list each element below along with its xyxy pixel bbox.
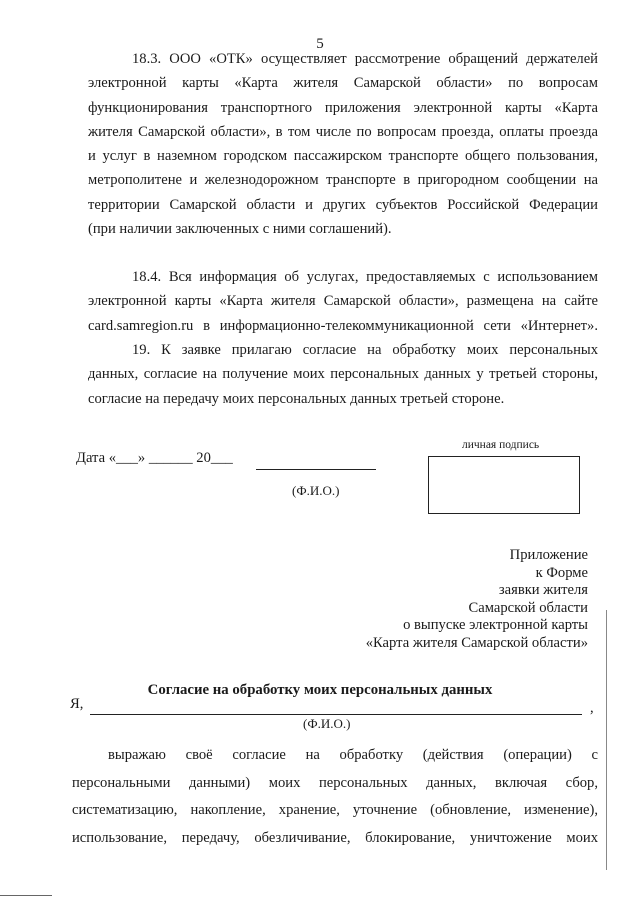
fio-underline [256,469,376,470]
paragraph-18-3 [88,47,598,241]
scan-edge-mark [0,895,52,896]
text-line: жителя Самарской области», в том числе по вопросам проезда, оплаты проезда [88,123,598,140]
text-line: данных, согласие на получение моих персональных данных у третьей стороны, [88,366,598,383]
paragraph-18-4 [88,265,598,338]
text-line: и услуг в наземном городском пассажирском транспорте общего пользования, [88,148,598,165]
signature-caption: личная подпись [462,439,540,451]
text-line: 19. К заявке прилагаю согласие на обработку моих персональных [132,342,598,358]
date-field-label: Дата «___» ______ 20___ [76,450,233,466]
text-line: согласие на передачу моих персональных данных третьей стороне. [88,390,505,407]
text-line: функционирования транспортного приложения электронной карты «Карта [88,99,598,116]
consent-heading: Согласие на обработку моих персональных данных [147,682,493,698]
page-number: 5 [316,36,324,52]
scan-edge-mark [606,610,607,870]
text-line: персональными данными) моих персональных данных, включая сбор, [72,774,598,791]
text-line: 18.4. Вся информация об услугах, предоставляемых с использованием [132,269,598,285]
text-line: 18.3. ООО «ОТК» осуществляет рассмотрение обращений держателей [132,51,598,67]
text-line: выражаю своё согласие на обработку (действия (операции) с [108,747,598,763]
text-line: территории Самарской области и других субъектов Российской Федерации [88,196,598,213]
signature-box [428,456,580,514]
appendix-line: «Карта жителя Самарской области» [365,634,588,651]
consent-fio-caption: (Ф.И.О.) [303,716,351,731]
appendix-line: к Форме [535,564,588,581]
text-line: использование, передачу, обезличивание, блокирование, уничтожение моих [72,829,598,846]
appendix-block [366,547,588,653]
appendix-line: о выпуске электронной карты [403,617,588,634]
ya-label: Я, [70,696,84,712]
appendix-line: Приложение [509,547,588,563]
text-line: электронной карты «Карта жителя Самарской области», размещена на сайте [88,293,598,310]
text-line: электронной карты «Карта жителя Самарской области» по вопросам [88,75,598,92]
text-line: систематизацию, накопление, хранение, уточнение (обновление, изменение), [72,802,598,818]
ya-comma: , [590,700,594,716]
appendix-line: заявки жителя [498,582,588,599]
name-underline [90,714,582,715]
appendix-line: Самарской области [468,599,588,616]
text-line: card.samregion.ru в информационно-телекоммуникационной сети «Интернет». [88,317,598,334]
consent-body [72,742,598,852]
text-line: метрополитене и железнодорожном транспорте в пригородном сообщении на [88,172,598,189]
text-line: (при наличии заключенных с ними соглашений). [88,221,392,238]
paragraph-19 [88,338,598,411]
fio-caption: (Ф.И.О.) [292,483,340,498]
